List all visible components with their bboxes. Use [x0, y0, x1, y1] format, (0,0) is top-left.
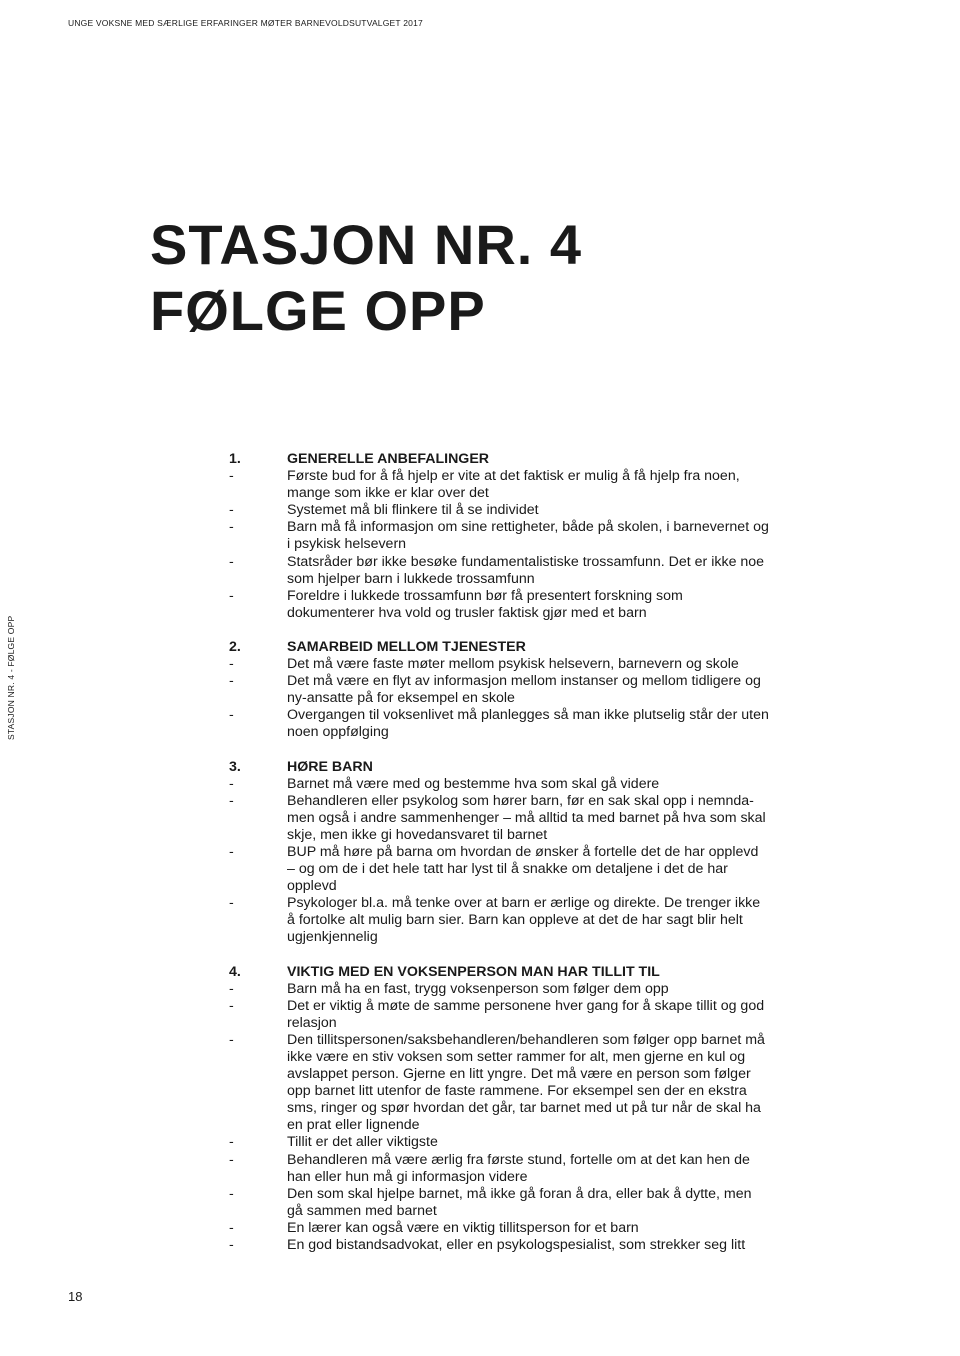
- section-number: 3.: [229, 758, 241, 775]
- list-item: [229, 673, 769, 707]
- bullet-dash: -: [229, 1185, 234, 1202]
- list-item: [229, 707, 769, 741]
- list-item-text: Foreldre i lukkede trossamfunn bør få presentert forskning som dokumenterer hva vold og trusler faktisk gjør med et barn: [287, 587, 683, 621]
- list-item-text: Barn må ha en fast, trygg voksenperson som følger dem opp: [287, 980, 669, 997]
- bullet-dash: -: [229, 1134, 234, 1151]
- list-item: [229, 981, 769, 998]
- bullet-dash: -: [229, 980, 234, 997]
- section: [229, 451, 769, 622]
- list-item-text: Den tillitspersonen/saksbehandleren/behandleren som følger opp barnet må ikke være en stiv voksen som setter rammer for alt, men gjerne en kul og avslappet person. Gjerne en litt yngre. Det må være en person som følger opp barnet litt utenfor de faste rammene. For eksempel sen der en ekstra sms, ringer og spør hvordan det går, tar barnet med ut på tur når de skal ha en prat eller lignende: [287, 1031, 765, 1134]
- page-number: 18: [68, 1289, 83, 1304]
- bullet-dash: -: [229, 587, 234, 604]
- list-item-text: BUP må høre på barna om hvordan de ønsker å fortelle det de har opplevd – og om de i det hele tatt har lyst til å snakke om detaljene i det de har opplevd: [287, 843, 759, 895]
- list-item: [229, 1237, 769, 1254]
- side-label: STASJON NR. 4 - FØLGE OPP: [6, 615, 16, 740]
- list-item-text: Det må være faste møter mellom psykisk helsevern, barnevern og skole: [287, 656, 739, 673]
- list-item-text: Overgangen til voksenlivet må planlegges så man ikke plutselig står der uten noen oppfølging: [287, 707, 769, 741]
- section-number: 1.: [229, 451, 241, 467]
- bullet-dash: -: [229, 519, 234, 536]
- recommendations-content: [229, 451, 769, 1271]
- list-item: [229, 844, 769, 895]
- list-item: [229, 998, 769, 1032]
- list-item-text: Behandleren må være ærlig fra første stund, fortelle om at det kan hen de han eller hun må gi informasjon videre: [287, 1151, 750, 1185]
- list-item: [229, 502, 769, 519]
- list-item-text: Behandleren eller psykolog som hører barn, før en sak skal opp i nemnda- men også i andre sammenhenger – må alltid ta med barnet på hva som skal skje, men ikke gi hovedansvaret til barnet: [287, 792, 766, 843]
- bullet-dash: -: [229, 843, 234, 860]
- list-item-text: Barn må få informasjon om sine rettigheter, både på skolen, i barnevernet og i psykisk helsevern: [287, 519, 769, 553]
- list-item-text: En god bistandsadvokat, eller en psykologspesialist, som strekker seg litt: [287, 1237, 746, 1254]
- bullet-dash: -: [229, 468, 234, 485]
- bullet-dash: -: [229, 1237, 234, 1254]
- list-item: [229, 656, 769, 673]
- list-item: [229, 1032, 769, 1135]
- bullet-dash: -: [229, 775, 234, 792]
- running-header: UNGE VOKSNE MED SÆRLIGE ERFARINGER MØTER BARNEVOLDSUTVALGET 2017: [68, 18, 423, 28]
- bullet-dash: -: [229, 895, 234, 912]
- list-item-text: Det må være en flyt av informasjon mellom instanser og mellom tidligere og ny-ansatte på for eksempel en skole: [287, 673, 761, 707]
- bullet-dash: -: [229, 1219, 234, 1236]
- list-item: [229, 895, 769, 946]
- section-heading: [229, 964, 769, 981]
- section-heading-text: GENERELLE ANBEFALINGER: [287, 451, 490, 467]
- list-item-text: Barnet må være med og bestemme hva som skal gå videre: [287, 775, 660, 792]
- page-title-line-2: FØLGE OPP: [150, 279, 486, 342]
- list-item: [229, 1220, 769, 1237]
- list-item: [229, 793, 769, 844]
- section: [229, 964, 769, 1255]
- list-item: [229, 1186, 769, 1220]
- list-item-text: Første bud for å få hjelp er vite at det faktisk er mulig å få hjelp fra noen, mange som ikke er klar over det: [287, 468, 740, 502]
- bullet-dash: -: [229, 1151, 234, 1168]
- section-number: 4.: [229, 963, 241, 980]
- section-heading: [229, 639, 769, 656]
- page-title: [150, 212, 582, 344]
- bullet-dash: -: [229, 792, 234, 809]
- section-heading: [229, 759, 769, 776]
- list-item-text: Systemet må bli flinkere til å se individet: [287, 502, 539, 519]
- list-item-text: Tillit er det aller viktigste: [287, 1134, 438, 1151]
- bullet-dash: -: [229, 502, 234, 519]
- section: [229, 759, 769, 947]
- section: [229, 639, 769, 742]
- section-heading-text: HØRE BARN: [287, 758, 373, 775]
- page-title-line-1: STASJON NR. 4: [150, 213, 583, 276]
- section-number: 2.: [229, 638, 241, 655]
- list-item-text: Den som skal hjelpe barnet, må ikke gå foran å dra, eller bak å dytte, men gå sammen med barnet: [287, 1185, 752, 1219]
- section-heading-text: SAMARBEID MELLOM TJENESTER: [287, 638, 526, 655]
- section-heading: [229, 451, 769, 468]
- list-item: [229, 1134, 769, 1151]
- bullet-dash: -: [229, 997, 234, 1014]
- list-item: [229, 468, 769, 502]
- bullet-dash: -: [229, 553, 234, 570]
- list-item-text: Det er viktig å møte de samme personene hver gang for å skape tillit og god relasjon: [287, 997, 765, 1031]
- list-item: [229, 588, 769, 622]
- list-item: [229, 554, 769, 588]
- list-item-text: En lærer kan også være en viktig tillitsperson for et barn: [287, 1219, 639, 1236]
- list-item-text: Statsråder bør ikke besøke fundamentalistiske trossamfunn. Det er ikke noe som hjelper barn i lukkede trossamfunn: [287, 553, 765, 587]
- section-heading-text: VIKTIG MED EN VOKSENPERSON MAN HAR TILLIT TIL: [287, 963, 660, 980]
- bullet-dash: -: [229, 673, 234, 690]
- bullet-dash: -: [229, 707, 234, 724]
- list-item: [229, 519, 769, 553]
- bullet-dash: -: [229, 656, 234, 673]
- list-item: [229, 1152, 769, 1186]
- list-item: [229, 776, 769, 793]
- list-item-text: Psykologer bl.a. må tenke over at barn er ærlige og direkte. De trenger ikke å fortolke alt mulig barn sier. Barn kan oppleve at det de har sagt blir helt ugjenkjennelig: [287, 895, 761, 946]
- bullet-dash: -: [229, 1031, 234, 1048]
